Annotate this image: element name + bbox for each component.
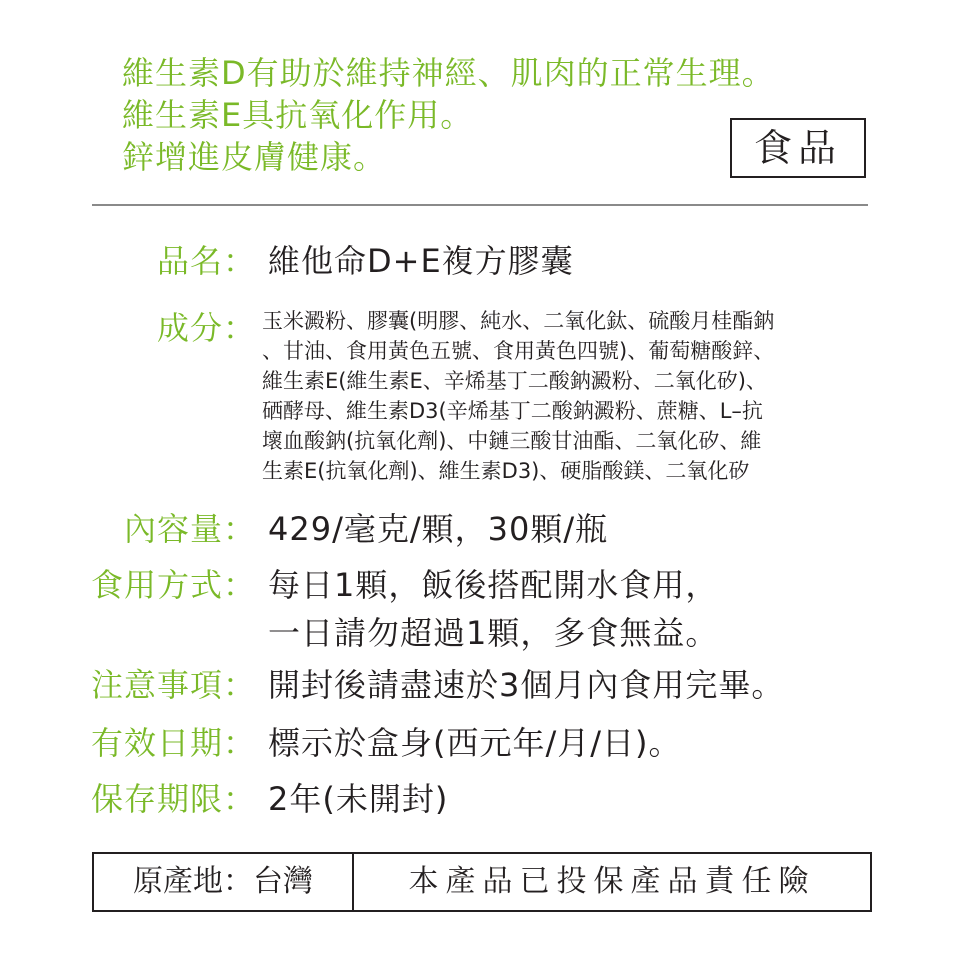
origin-label: 原產地：台灣 (94, 854, 354, 910)
claim-vitamin-d: 維生素D有助於維持神經、肌肉的正常生理。 (122, 54, 775, 92)
ingredients-label: 成分： (156, 309, 256, 347)
claim-zinc: 鋅增進皮膚健康。 (122, 138, 387, 176)
divider (92, 204, 868, 206)
claim-vitamin-e: 維生素E具抗氧化作用。 (122, 96, 474, 134)
footer-box (92, 852, 872, 912)
usage-line-1: 每日1顆，飯後搭配開水食用， (268, 566, 719, 604)
notice-value: 開封後請盡速於3個月內食用完畢。 (268, 666, 785, 704)
ingredients-line: 壞血酸鈉(抗氧化劑)、中鏈三酸甘油酯、二氧化矽、維 (262, 429, 762, 453)
ingredients-line: 、甘油、食用黃色五號、食用黃色四號)、葡萄糖酸鋅、 (262, 339, 775, 363)
expiry-label: 有效日期： (90, 724, 256, 762)
ingredients-line: 維生素E(維生素E、辛烯基丁二酸鈉澱粉、二氧化矽)、 (262, 369, 767, 393)
shelf-life-value: 2年(未開封) (268, 780, 449, 818)
expiry-value: 標示於盒身(西元年/月/日)。 (268, 724, 682, 762)
food-badge: 食品 (730, 118, 866, 178)
ingredients-list (262, 306, 774, 486)
product-name-value: 維他命D+E複方膠囊 (268, 242, 574, 280)
health-claims (122, 52, 775, 178)
ingredients-line: 玉米澱粉、膠囊(明膠、純水、二氧化鈦、硫酸月桂酯鈉 (262, 309, 775, 333)
product-name-label: 品名： (156, 242, 256, 280)
insurance-notice: 本產品已投保產品責任險 (408, 864, 816, 899)
shelf-life-label: 保存期限： (90, 780, 256, 818)
ingredients-line: 生素E(抗氧化劑)、維生素D3)、硬脂酸鎂、二氧化矽 (262, 459, 750, 483)
ingredients-line: 硒酵母、維生素D3(辛烯基丁二酸鈉澱粉、蔗糖、L–抗 (262, 399, 763, 423)
usage-line-2: 一日請勿超過1顆，多食無益。 (268, 614, 719, 652)
content-value: 429/毫克/顆，30顆/瓶 (268, 510, 609, 548)
usage-label: 食用方式： (90, 566, 256, 604)
content-label: 內容量： (123, 510, 256, 548)
notice-label: 注意事項： (90, 666, 256, 704)
